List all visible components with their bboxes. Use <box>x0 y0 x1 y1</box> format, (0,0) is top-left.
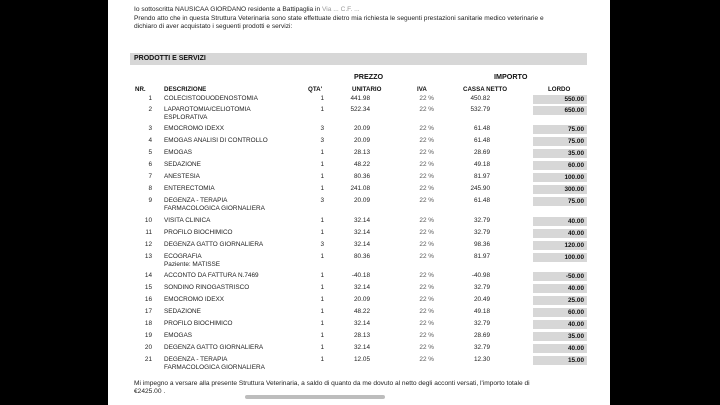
row-iva: 22 % <box>419 197 434 204</box>
row-cassa-netto: 450.82 <box>470 95 490 102</box>
intro-text <box>134 6 604 32</box>
row-lordo: 15.00 <box>533 356 587 365</box>
row-unitario: 20.09 <box>354 125 370 132</box>
row-nr: 18 <box>144 320 152 327</box>
row-lordo: 60.00 <box>533 308 587 317</box>
row-descrizione <box>164 106 251 122</box>
row-cassa-netto: 28.69 <box>474 149 490 156</box>
row-descrizione-line: PROFILO BIOCHIMICO <box>164 229 233 236</box>
row-qta: 1 <box>320 308 324 315</box>
row-qta: 1 <box>320 161 324 168</box>
row-descrizione-line: ECOGRAFIA <box>164 253 202 260</box>
row-descrizione-line: DEGENZA - TERAPIA <box>164 356 228 363</box>
row-descrizione-line: SEDAZIONE <box>164 308 201 315</box>
row-lordo: 120.00 <box>533 241 587 250</box>
row-iva: 22 % <box>419 272 434 279</box>
row-nr: 10 <box>144 217 152 224</box>
row-iva: 22 % <box>419 149 434 156</box>
row-unitario: 32.14 <box>354 217 370 224</box>
row-qta: 3 <box>320 125 324 132</box>
header-importo: IMPORTO <box>494 72 528 81</box>
row-descrizione-line: ENTERECTOMIA <box>164 185 215 192</box>
row-descrizione <box>164 272 259 280</box>
row-nr: 2 <box>148 106 152 113</box>
row-iva: 22 % <box>419 106 434 113</box>
row-iva: 22 % <box>419 308 434 315</box>
row-cassa-netto: 28.69 <box>474 332 490 339</box>
header-nr: NR. <box>135 86 146 93</box>
row-descrizione-line: EMOGAS <box>164 332 193 339</box>
row-unitario: 20.09 <box>354 137 370 144</box>
row-lordo: 35.00 <box>533 332 587 341</box>
row-nr: 8 <box>148 185 152 192</box>
header-cassa-netto: CASSA NETTO <box>463 86 508 93</box>
row-unitario: 80.36 <box>354 253 370 260</box>
row-iva: 22 % <box>419 173 434 180</box>
row-unitario: 441.98 <box>350 95 370 102</box>
row-qta: 1 <box>320 173 324 180</box>
row-qta: 1 <box>320 253 324 260</box>
row-qta: 1 <box>320 95 324 102</box>
row-descrizione-line: SEDAZIONE <box>164 161 201 168</box>
row-descrizione-line: EMOGAS <box>164 149 193 156</box>
row-descrizione <box>164 217 210 225</box>
row-lordo: 100.00 <box>533 253 587 262</box>
row-cassa-netto: 32.79 <box>474 320 490 327</box>
row-descrizione <box>164 320 233 328</box>
horizontal-scrollbar[interactable] <box>245 395 385 399</box>
row-nr: 19 <box>144 332 152 339</box>
row-descrizione <box>164 161 201 169</box>
footer-line-1: Mi impegno a versare alla presente Struttura Veterinaria, a saldo di quanto da me dovuto al netto degli acconti versati, l'importo totale di <box>134 380 530 387</box>
row-unitario: 28.13 <box>354 149 370 156</box>
header-prezzo: PREZZO <box>354 72 384 81</box>
row-cassa-netto: 61.48 <box>474 197 490 204</box>
row-descrizione-line: EMOCROMO IDEXX <box>164 296 225 303</box>
row-unitario: 32.14 <box>354 241 370 248</box>
intro-line-1-redacted: Via ... C.F. ... <box>322 6 360 13</box>
intro-line-1: Io sottoscritta NAUSICAA GIORDANO residente a Battipaglia in <box>134 6 321 13</box>
row-descrizione-line: DEGENZA GATTO GIORNALIERA <box>164 241 264 248</box>
row-cassa-netto: -40.98 <box>471 272 490 279</box>
row-descrizione-line-2: ESPLORATIVA <box>164 114 208 121</box>
row-qta: 1 <box>320 106 324 113</box>
row-iva: 22 % <box>419 253 434 260</box>
row-lordo: 100.00 <box>533 173 587 182</box>
row-descrizione <box>164 197 265 213</box>
row-iva: 22 % <box>419 125 434 132</box>
row-nr: 4 <box>148 137 152 144</box>
row-unitario: 12.05 <box>354 356 370 363</box>
row-cassa-netto: 81.97 <box>474 173 490 180</box>
row-cassa-netto: 12.30 <box>474 356 490 363</box>
section-title: PRODOTTI E SERVIZI <box>130 53 587 65</box>
row-iva: 22 % <box>419 185 434 192</box>
row-descrizione-line: EMOGAS ANALISI DI CONTROLLO <box>164 137 268 144</box>
row-descrizione-line: DEGENZA - TERAPIA <box>164 197 228 204</box>
row-descrizione <box>164 253 220 269</box>
row-cassa-netto: 49.18 <box>474 161 490 168</box>
row-cassa-netto: 32.79 <box>474 217 490 224</box>
row-unitario: -40.18 <box>351 272 370 279</box>
row-iva: 22 % <box>419 284 434 291</box>
row-unitario: 20.09 <box>354 296 370 303</box>
row-cassa-netto: 20.49 <box>474 296 490 303</box>
row-nr: 13 <box>144 253 152 260</box>
row-descrizione-line-2: FARMACOLOGICA GIORNALIERA <box>164 205 265 212</box>
header-descrizione: DESCRIZIONE <box>164 86 207 93</box>
row-descrizione-line: ANESTESIA <box>164 173 200 180</box>
row-qta: 1 <box>320 272 324 279</box>
row-lordo: 300.00 <box>533 185 587 194</box>
row-qta: 1 <box>320 344 324 351</box>
row-unitario: 48.22 <box>354 308 370 315</box>
row-lordo: 40.00 <box>533 229 587 238</box>
row-descrizione-line: DEGENZA GATTO GIORNALIERA <box>164 344 264 351</box>
row-cassa-netto: 32.79 <box>474 229 490 236</box>
row-unitario: 32.14 <box>354 229 370 236</box>
row-lordo: 40.00 <box>533 284 587 293</box>
row-qta: 1 <box>320 284 324 291</box>
row-iva: 22 % <box>419 344 434 351</box>
row-nr: 21 <box>144 356 152 363</box>
row-descrizione <box>164 125 224 133</box>
row-lordo: 75.00 <box>533 137 587 146</box>
row-descrizione-line: VISITA CLINICA <box>164 217 211 224</box>
row-iva: 22 % <box>419 332 434 339</box>
row-lordo: -50.00 <box>533 272 587 281</box>
row-lordo: 550.00 <box>533 95 587 104</box>
row-nr: 11 <box>145 229 152 236</box>
row-iva: 22 % <box>419 229 434 236</box>
row-iva: 22 % <box>419 95 434 102</box>
row-iva: 22 % <box>419 241 434 248</box>
row-qta: 1 <box>320 320 324 327</box>
intro-line-2: Prendo atto che in questa Struttura Veterinaria sono state effettuate dietro mia richiesta le seguenti prestazioni sanitarie medico veterinarie e <box>134 14 544 22</box>
row-descrizione-line: ACCONTO DA FATTURA N.7469 <box>164 272 259 279</box>
row-descrizione <box>164 149 192 157</box>
row-cassa-netto: 32.79 <box>474 344 490 351</box>
row-descrizione <box>164 95 258 103</box>
row-nr: 20 <box>144 344 152 351</box>
row-unitario: 20.09 <box>354 197 370 204</box>
row-nr: 16 <box>144 296 152 303</box>
row-lordo: 75.00 <box>533 125 587 134</box>
row-lordo: 60.00 <box>533 161 587 170</box>
row-unitario: 32.14 <box>354 284 370 291</box>
row-nr: 17 <box>144 308 152 315</box>
row-descrizione <box>164 241 263 249</box>
row-nr: 6 <box>148 161 152 168</box>
row-qta: 1 <box>320 149 324 156</box>
row-lordo: 25.00 <box>533 296 587 305</box>
row-descrizione-line: EMOCROMO IDEXX <box>164 125 225 132</box>
row-iva: 22 % <box>419 320 434 327</box>
row-descrizione <box>164 296 224 304</box>
row-iva: 22 % <box>419 161 434 168</box>
row-descrizione <box>164 229 233 237</box>
row-nr: 3 <box>148 125 152 132</box>
row-cassa-netto: 81.97 <box>474 253 490 260</box>
row-descrizione-line-2: Paziente: MATISSE <box>164 261 220 268</box>
row-qta: 3 <box>320 137 324 144</box>
row-unitario: 80.36 <box>354 173 370 180</box>
row-unitario: 32.14 <box>354 320 370 327</box>
row-unitario: 241.08 <box>350 185 370 192</box>
row-qta: 1 <box>320 296 324 303</box>
row-unitario: 48.22 <box>354 161 370 168</box>
row-lordo: 75.00 <box>533 197 587 206</box>
row-iva: 22 % <box>419 137 434 144</box>
row-cassa-netto: 49.18 <box>474 308 490 315</box>
row-descrizione-line: COLECISTODUODENOSTOMIA <box>164 95 258 102</box>
document-page <box>108 0 610 405</box>
row-descrizione-line: LAPAROTOMIA/CELIOTOMIA <box>164 106 251 113</box>
row-qta: 1 <box>320 229 324 236</box>
row-qta: 1 <box>320 185 324 192</box>
row-cassa-netto: 245.90 <box>470 185 490 192</box>
row-qta: 1 <box>320 217 324 224</box>
row-lordo: 40.00 <box>533 217 587 226</box>
row-qta: 1 <box>320 356 324 363</box>
row-nr: 14 <box>144 272 152 279</box>
row-nr: 5 <box>148 149 152 156</box>
row-iva: 22 % <box>419 217 434 224</box>
header-unitario: UNITARIO <box>352 86 382 93</box>
row-descrizione <box>164 356 265 372</box>
row-qta: 3 <box>320 197 324 204</box>
row-unitario: 28.13 <box>354 332 370 339</box>
intro-line-3: dichiaro di aver acquistato i seguenti prodotti e servizi: <box>134 23 293 31</box>
row-descrizione <box>164 173 200 181</box>
row-descrizione-line: SONDINO RINOGASTRISCO <box>164 284 250 291</box>
row-descrizione-line: PROFILO BIOCHIMICO <box>164 320 233 327</box>
row-qta: 3 <box>320 241 324 248</box>
row-iva: 22 % <box>419 296 434 303</box>
row-iva: 22 % <box>419 356 434 363</box>
row-cassa-netto: 61.48 <box>474 137 490 144</box>
row-nr: 9 <box>148 197 152 204</box>
row-unitario: 32.14 <box>354 344 370 351</box>
row-qta: 1 <box>320 332 324 339</box>
row-descrizione <box>164 344 263 352</box>
row-descrizione <box>164 284 249 292</box>
row-lordo: 40.00 <box>533 344 587 353</box>
row-descrizione <box>164 308 201 316</box>
row-descrizione <box>164 137 268 145</box>
row-cassa-netto: 32.79 <box>474 284 490 291</box>
row-cassa-netto: 98.36 <box>474 241 490 248</box>
footer-line-2: €2425.00 . <box>134 388 166 396</box>
row-descrizione <box>164 332 192 340</box>
header-lordo: LORDO <box>548 86 571 93</box>
row-cassa-netto: 61.48 <box>474 125 490 132</box>
row-nr: 1 <box>148 95 152 102</box>
row-lordo: 650.00 <box>533 106 587 115</box>
header-iva: IVA <box>417 86 427 93</box>
row-nr: 15 <box>144 284 152 291</box>
header-qta: QTA' <box>308 86 323 93</box>
row-lordo: 35.00 <box>533 149 587 158</box>
row-unitario: 522.34 <box>350 106 370 113</box>
row-descrizione-line-2: FARMACOLOGICA GIORNALIERA <box>164 364 265 371</box>
row-lordo: 40.00 <box>533 320 587 329</box>
row-cassa-netto: 532.79 <box>470 106 490 113</box>
row-descrizione <box>164 185 215 193</box>
row-nr: 12 <box>144 241 152 248</box>
row-nr: 7 <box>148 173 152 180</box>
